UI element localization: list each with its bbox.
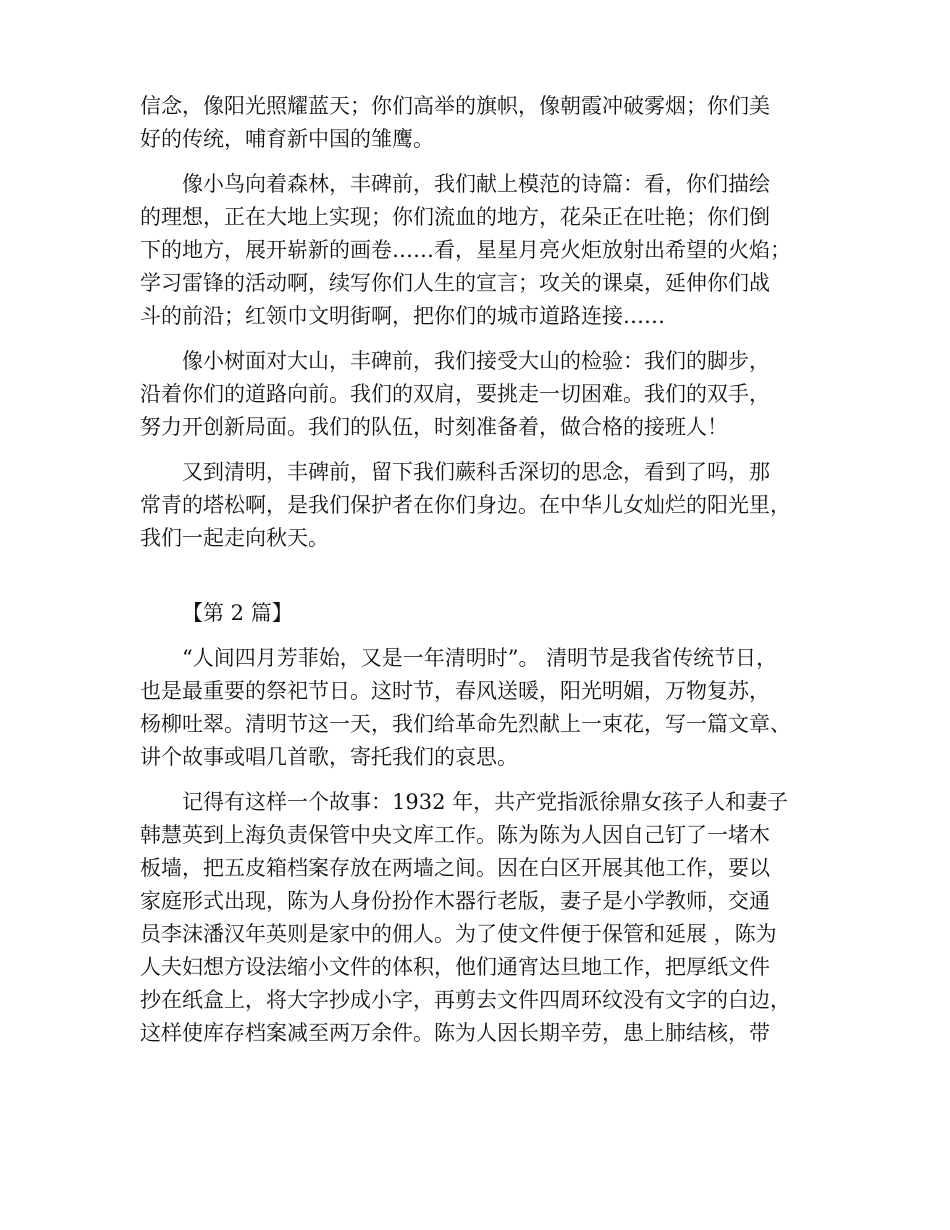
text-line: 讲个故事或唱几首歌，寄托我们的哀思。 — [140, 745, 518, 769]
text-line: 员李沫潘汉年英则是家中的佣人。为了使文件便于保管和延展 ，陈为 — [140, 922, 777, 946]
text-line: 我们一起走向秋天。 — [140, 526, 329, 550]
text-line: 好的传统，哺育新中国的雏鹰。 — [140, 127, 434, 151]
text-line: 也是最重要的祭祀节日。这时节，春风送暖，阳光明媚，万物复苏， — [140, 679, 770, 703]
text-line: 家庭形式出现，陈为人身份扮作木器行老版，妻子是小学教师，交通 — [140, 889, 770, 913]
text-line: 杨柳吐翠。清明节这一天，我们给革命先烈献上一束花，写一篇文章、 — [140, 712, 791, 736]
section-heading: 【第 2 篇】 — [182, 601, 293, 625]
text-line: 又到清明，丰碑前，留下我们蕨科舌深切的思念，看到了吗，那 — [182, 460, 770, 484]
text-line: 像小鸟向着森林，丰碑前，我们献上模范的诗篇：看，你们描绘 — [182, 172, 770, 196]
text-line: 板墙，把五皮箱档案存放在两墙之间。因在白区开展其他工作，要以 — [140, 856, 770, 880]
text-line: 这样使库存档案减至两万余件。陈为人因长期辛劳，患上肺结核，带 — [140, 1021, 770, 1045]
text-line: 的理想，正在大地上实现；你们流血的地方，花朵正在吐艳；你们倒 — [140, 205, 770, 229]
text-line: 沿着你们的道路向前。我们的双肩，要挑走一切困难。我们的双手， — [140, 382, 770, 406]
text-line: “人间四月芳菲始，又是一年清明时”。 清明节是我省传统节日， — [182, 646, 778, 670]
text-line: 人夫妇想方设法缩小文件的体积，他们通宵达旦地工作，把厚纸文件 — [140, 955, 770, 979]
text-line: 像小树面对大山，丰碑前，我们接受大山的检验：我们的脚步， — [182, 349, 770, 373]
text-line: 抄在纸盒上，将大字抄成小字，再剪去文件四周环纹没有文字的白边， — [140, 988, 791, 1012]
text-line: 学习雷锋的活动啊，续写你们人生的宣言；攻关的课桌，延伸你们战 — [140, 271, 770, 295]
document-body — [140, 90, 820, 1050]
paragraph — [140, 90, 820, 156]
paragraph — [140, 345, 820, 444]
paragraph — [140, 456, 820, 555]
text-line: 斗的前沿；红领巾文明街啊，把你们的城市道路连接…… — [140, 304, 665, 328]
text-line: 记得有这样一个故事：1932 年，共产党指派徐鼎女孩子人和妻子 — [182, 790, 789, 814]
text-line: 常青的塔松啊，是我们保护者在你们身边。在中华儿女灿烂的阳光里， — [140, 493, 791, 517]
text-line: 信念，像阳光照耀蓝天；你们高举的旗帜，像朝霞冲破雾烟；你们美 — [140, 94, 770, 118]
paragraph — [140, 642, 820, 774]
paragraph — [140, 786, 820, 1050]
text-line: 努力开创新局面。我们的队伍，时刻准备着，做合格的接班人！ — [140, 415, 728, 439]
paragraph — [140, 168, 820, 333]
text-line: 韩慧英到上海负责保管中央文库工作。陈为陈为人因自己钉了一堵木 — [140, 823, 770, 847]
text-line: 下的地方，展开崭新的画卷……看，星星月亮火炬放射出希望的火焰； — [140, 238, 791, 262]
